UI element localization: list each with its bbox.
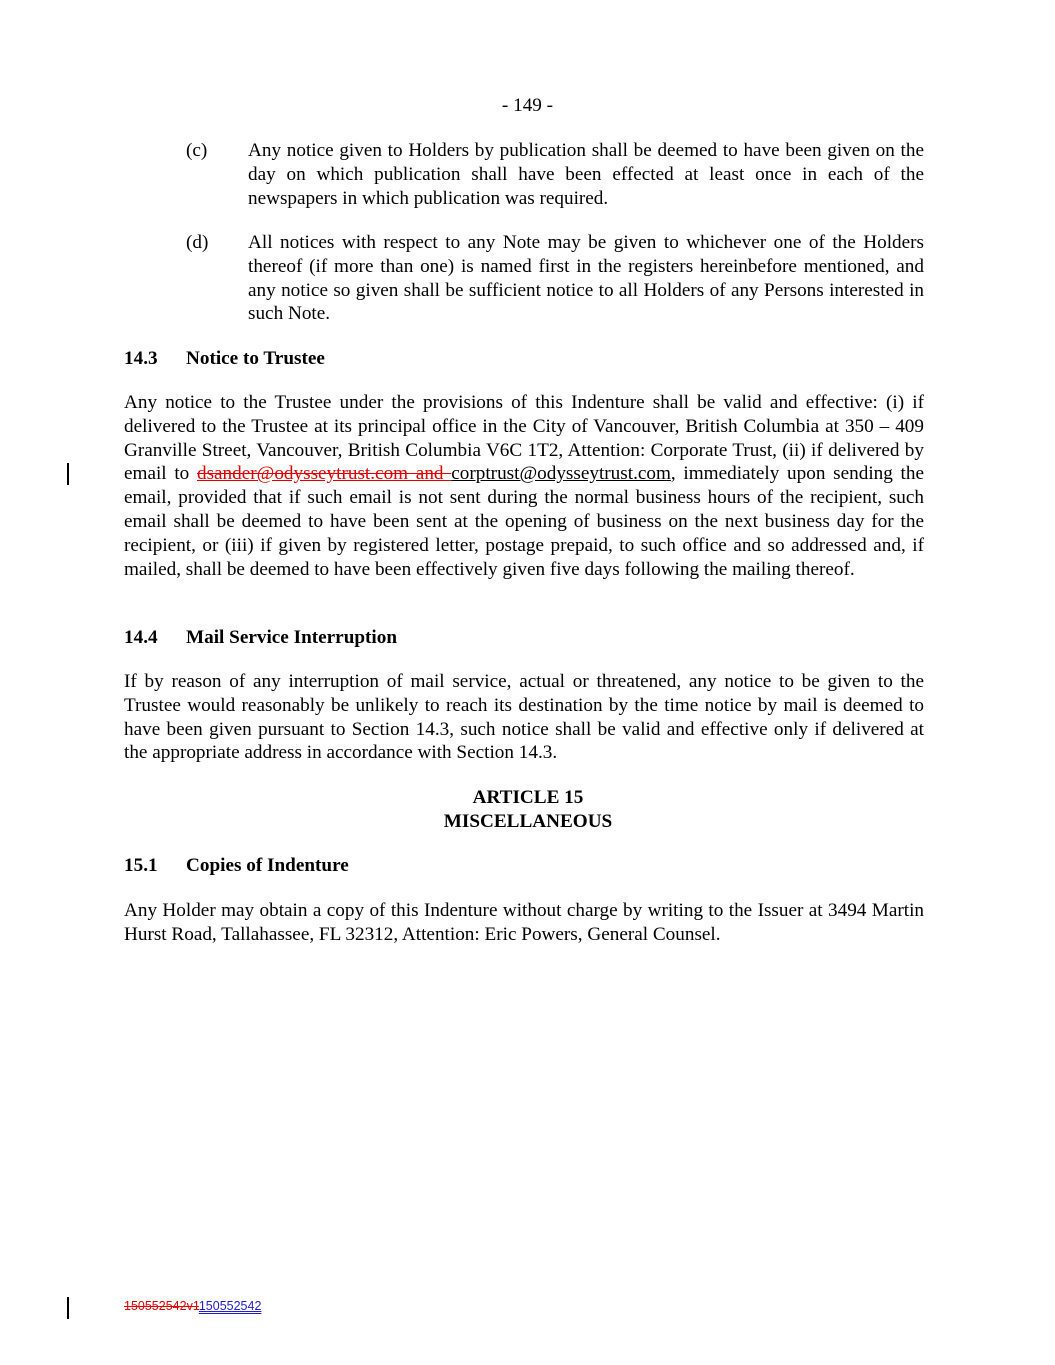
- section-number: 14.4: [124, 627, 158, 648]
- text: Any notice to the Trustee under the provisions of this Indenture shall be valid and effective: (i) if delivered to the Trustee at its principal office in the City of Vancouver, British Columbia at 350 – 409 Granville Street, Vancouver, British Columbia V6C 1T2, Attention: Corporate Trust, (ii) if delivered by email to: [124, 392, 924, 485]
- section-title: Copies of Indenture: [186, 855, 349, 876]
- inserted-doc-id: 150552542: [198, 1299, 262, 1313]
- deleted-text: dsander@odysseytrust.com and: [196, 463, 452, 485]
- section-heading-14-3: [124, 347, 924, 371]
- section-title: Notice to Trustee: [186, 348, 325, 369]
- clause-text: All notices with respect to any Note may be given to whichever one of the Holders thereof (if more than one) is named first in the registers hereinbefore mentioned, and any notice so given shall be sufficient notice to all Holders of any Persons interested in such Note.: [248, 232, 924, 325]
- section-number: 14.3: [124, 348, 158, 369]
- article-number: ARTICLE 15: [472, 787, 584, 808]
- document-id-footer: [124, 1298, 261, 1314]
- change-bar: [67, 463, 69, 485]
- clause-text: Any notice given to Holders by publication shall be deemed to have been given on the day on which publication shall have been effected at least once in each of the newspapers in which publication was required.: [248, 140, 924, 209]
- change-bar: [67, 1297, 69, 1319]
- page-number: - 149 -: [501, 95, 554, 116]
- section-14-4-text: If by reason of any interruption of mail service, actual or threatened, any notice to be given to the Trustee would reasonably be unlikely to reach its destination by the time notice by mail is deemed to have been given pursuant to Section 14.3, such notice shall be valid and effective only if delivered at the appropriate address in accordance with Section 14.3.: [124, 671, 924, 764]
- article-title: MISCELLANEOUS: [443, 810, 613, 832]
- clause-label: (c): [186, 140, 208, 161]
- section-heading-14-4: [124, 626, 924, 650]
- deleted-doc-id: 150552542v1: [124, 1299, 199, 1313]
- inserted-email: corptrust@odysseytrust.com: [451, 463, 671, 485]
- section-number: 15.1: [124, 855, 158, 876]
- section-heading-15-1: [124, 854, 924, 878]
- clause-c: [186, 139, 924, 210]
- section-14-3-text: [124, 391, 924, 581]
- section-15-1-text: Any Holder may obtain a copy of this Indenture without charge by writing to the Issuer at 3494 Martin Hurst Road, Tallahassee, FL 32312, Attention: Eric Powers, General Counsel.: [124, 900, 924, 945]
- section-title: Mail Service Interruption: [186, 627, 398, 648]
- clause-d: [186, 231, 924, 326]
- article-heading: [124, 786, 932, 834]
- clause-label: (d): [186, 232, 209, 253]
- text: , immediately upon sending the email, provided that if such email is not sent during the normal business hours of the recipient, such email shall be deemed to have been sent at the opening of business on the next business day for the recipient, or (iii) if given by registered letter, postage prepaid, to such office and so addressed and, if mailed, shall be deemed to have been effectively given five days following the mailing thereof.: [124, 463, 924, 580]
